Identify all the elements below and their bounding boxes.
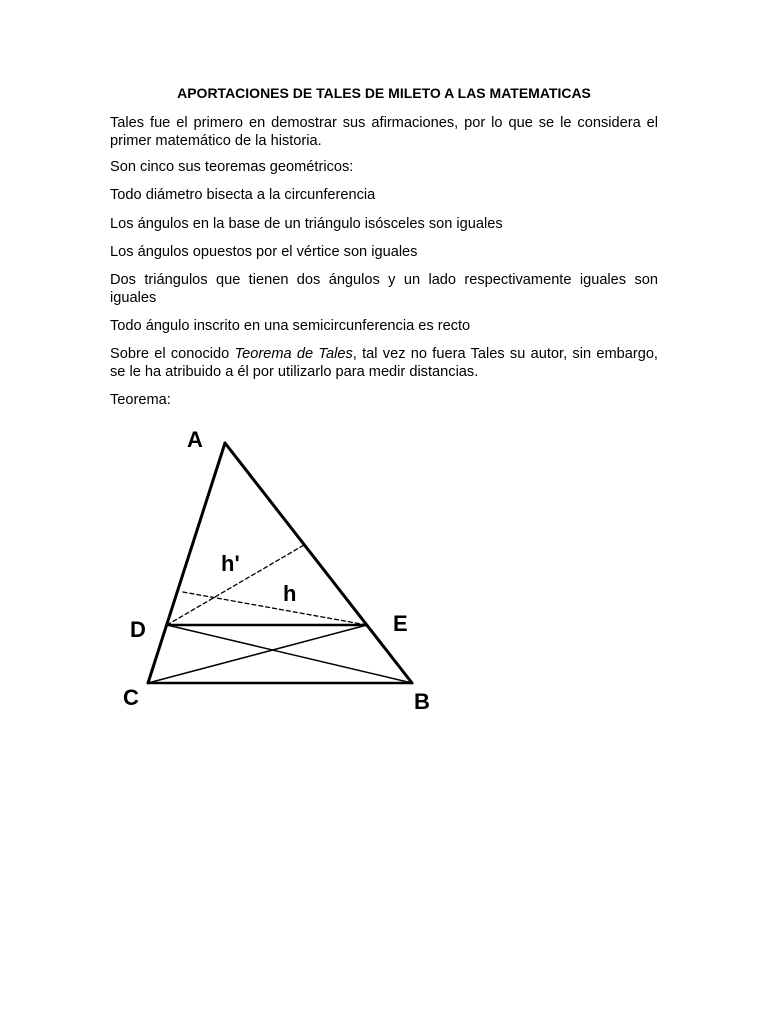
paragraph-intro: Tales fue el primero en demostrar sus afirmaciones, por lo que se le considera el primer matemático de la historia. xyxy=(110,115,658,149)
label-c: C xyxy=(123,685,139,710)
paragraph-teorema-de-tales xyxy=(110,345,658,381)
label-h-prime: h' xyxy=(221,551,240,576)
theorem-isosceles: Los ángulos en la base de un triángulo isósceles son iguales xyxy=(110,216,503,232)
diagonal-ce xyxy=(148,625,367,683)
theorem-vertice: Los ángulos opuestos por el vértice son iguales xyxy=(110,244,418,260)
theorem-semicircunferencia: Todo ángulo inscrito en una semicircunferencia es recto xyxy=(110,318,471,334)
label-d: D xyxy=(130,617,146,642)
side-ab xyxy=(225,443,412,683)
paragraph-cinco-teoremas: Son cinco sus teoremas geométricos: xyxy=(110,159,354,175)
label-b: B xyxy=(414,689,430,714)
label-a: A xyxy=(187,427,203,452)
document-title: APORTACIONES DE TALES DE MILETO A LAS MATEMATICAS xyxy=(177,85,591,101)
thales-theorem-diagram xyxy=(110,415,440,715)
height-h xyxy=(183,592,367,625)
teorema-label: Teorema: xyxy=(110,392,171,408)
side-ac xyxy=(148,443,225,683)
theorem-diametro: Todo diámetro bisecta a la circunferencia xyxy=(110,187,376,203)
theorem-dos-triangulos: Dos triángulos que tienen dos ángulos y un lado respectivamente iguales son iguales xyxy=(110,272,658,306)
label-h: h xyxy=(283,581,297,606)
sobre-text-after: , tal vez no fuera Tales su autor, sin embargo, se le ha atribuido a él por utilizarlo para medir distancias. xyxy=(110,346,658,380)
label-e: E xyxy=(393,611,408,636)
sobre-text-before: Sobre el conocido xyxy=(110,346,235,362)
teorema-de-tales-italic: Teorema de Tales xyxy=(234,346,353,362)
